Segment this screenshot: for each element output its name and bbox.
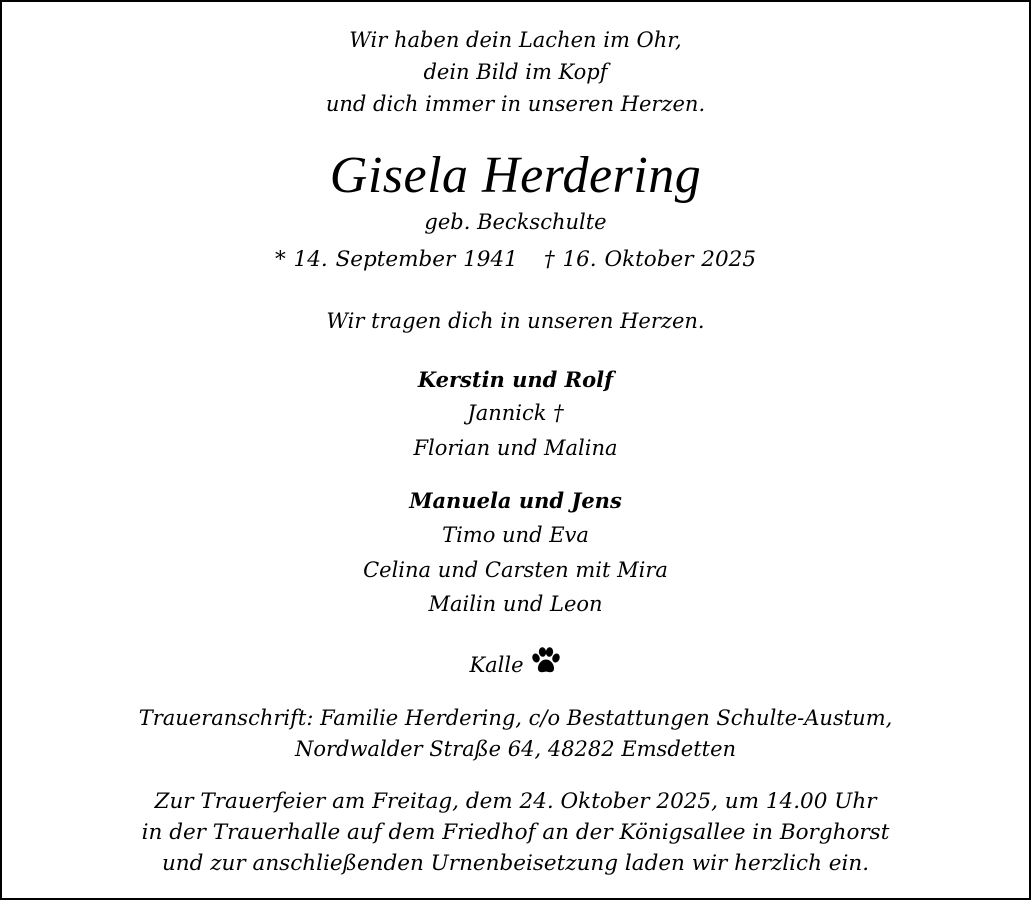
paw-print-icon xyxy=(530,647,562,679)
family-member: Mailin und Leon xyxy=(428,592,603,616)
family-member: Jannick † xyxy=(467,401,564,425)
family-head: Kerstin und Rolf xyxy=(417,367,614,392)
tagline: Wir tragen dich in unseren Herzen. xyxy=(326,309,705,333)
maiden-name: geb. Beckschulte xyxy=(424,210,607,234)
family-member: Timo und Eva xyxy=(442,523,589,547)
service-line: in der Trauerhalle auf dem Friedhof an der Königsallee in Borghorst xyxy=(141,820,890,845)
family-head: Manuela und Jens xyxy=(409,488,622,513)
service-line: Zur Trauerfeier am Freitag, dem 24. Oktober 2025, um 14.00 Uhr xyxy=(154,789,877,814)
poem-line: Wir haben dein Lachen im Ohr, xyxy=(349,28,682,52)
family-member: Celina und Carsten mit Mira xyxy=(363,558,668,582)
family-member: Florian und Malina xyxy=(413,436,618,460)
death-date: † 16. Oktober 2025 xyxy=(543,247,757,272)
address-line: Traueranschrift: Familie Herdering, c/o Bestattungen Schulte-Austum, xyxy=(138,706,893,730)
life-dates xyxy=(2,249,1029,271)
poem-line: dein Bild im Kopf xyxy=(423,60,608,84)
deceased-name: Gisela Herdering xyxy=(329,147,702,204)
service-line: und zur anschließenden Urnenbeisetzung laden wir herzlich ein. xyxy=(161,851,870,876)
poem-line: und dich immer in unseren Herzen. xyxy=(325,92,706,116)
birth-date: * 14. September 1941 xyxy=(274,247,518,272)
address-line: Nordwalder Straße 64, 48282 Emsdetten xyxy=(294,737,737,761)
pet-entry xyxy=(2,647,1029,679)
pet-name: Kalle xyxy=(469,653,524,677)
